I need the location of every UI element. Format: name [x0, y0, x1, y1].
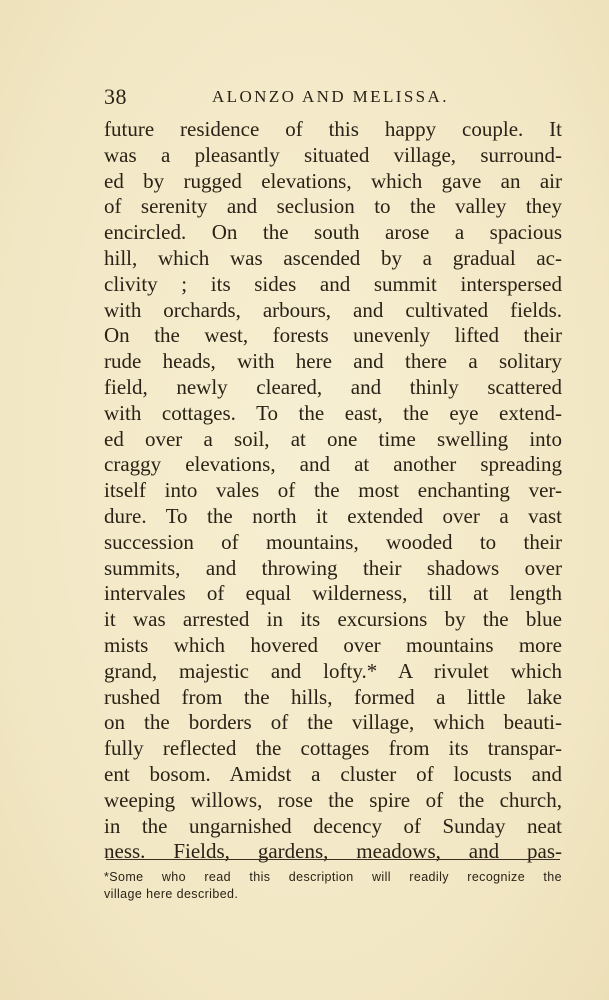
running-head: ALONZO AND MELISSA.: [212, 87, 449, 106]
text-line: rushed from the hills, formed a little lake: [104, 684, 562, 709]
text-line: hill, which was ascended by a gradual ac-: [104, 245, 562, 270]
text-line: weeping willows, rose the spire of the church,: [104, 787, 562, 812]
text-line: with orchards, arbours, and cultivated fields.: [104, 297, 562, 322]
text-line: in the ungarnished decency of Sunday neat: [104, 813, 562, 838]
text-line: on the borders of the village, which beauti-: [104, 710, 562, 735]
footnote: [104, 869, 562, 903]
text-line: itself into vales of the most enchanting ver-: [104, 478, 562, 503]
text-line: dure. To the north it extended over a vast: [104, 503, 562, 528]
text-line: craggy elevations, and at another spreading: [104, 452, 562, 477]
text-line: grand, majestic and lofty.* A rivulet which: [104, 658, 562, 683]
text-line: succession of mountains, wooded to their: [104, 529, 562, 554]
text-line: ness. Fields, gardens, meadows, and pas-: [104, 839, 562, 864]
text-line: field, newly cleared, and thinly scattered: [104, 374, 562, 399]
text-line: mists which hovered over mountains more: [104, 632, 562, 657]
text-line: clivity ; its sides and summit interspersed: [104, 271, 562, 296]
text-line: with cottages. To the east, the eye extend-: [104, 400, 562, 425]
text-line: encircled. On the south arose a spacious: [104, 220, 562, 245]
text-line: ent bosom. Amidst a cluster of locusts and: [104, 761, 562, 786]
page-number: 38: [104, 84, 127, 109]
text-line: ed over a soil, at one time swelling into: [104, 426, 562, 451]
footnote-rule: [106, 859, 560, 860]
text-line: intervales of equal wilderness, till at length: [104, 581, 562, 606]
text-line: On the west, forests unevenly lifted their: [104, 323, 562, 348]
footnote-line: *Some who read this description will readily recognize the: [104, 870, 562, 884]
text-line: fully reflected the cottages from its transpar-: [104, 736, 562, 761]
page-header: [104, 84, 562, 112]
text-line: it was arrested in its excursions by the blue: [104, 607, 562, 632]
text-line: ed by rugged elevations, which gave an air: [104, 168, 562, 193]
text-line: rude heads, with here and there a solitary: [104, 349, 562, 374]
text-line: summits, and throwing their shadows over: [104, 555, 562, 580]
body-text: [104, 117, 562, 865]
footnote-line: village here described.: [104, 887, 239, 901]
text-line: was a pleasantly situated village, surround-: [104, 142, 562, 167]
text-line: of serenity and seclusion to the valley they: [104, 194, 562, 219]
text-line: future residence of this happy couple. It: [104, 117, 562, 141]
